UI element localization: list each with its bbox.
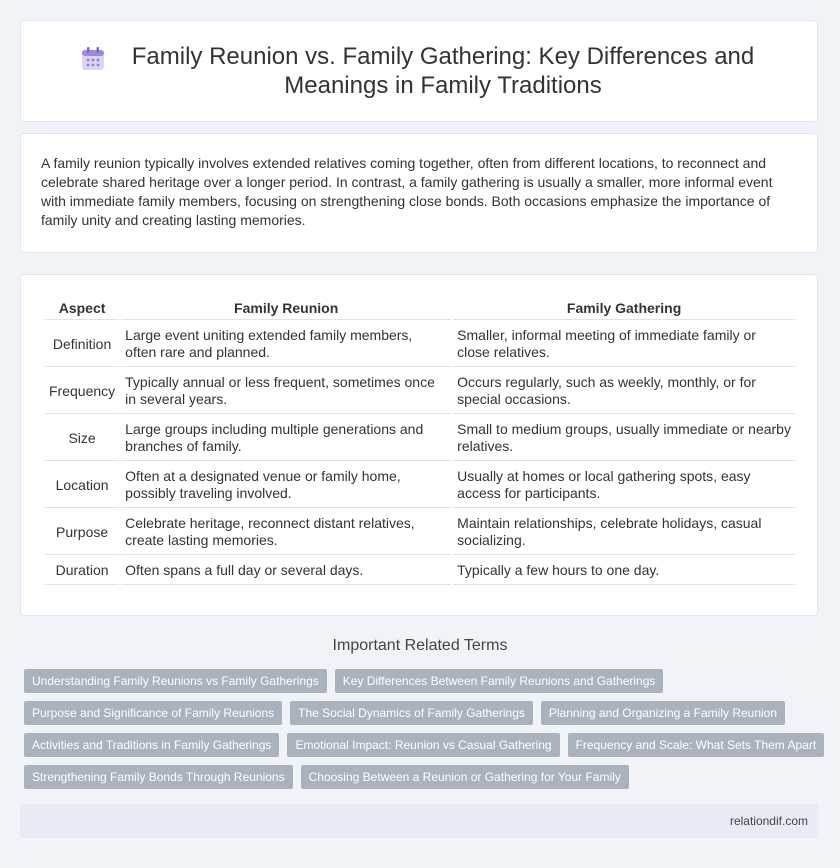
related-term-tag[interactable]: Planning and Organizing a Family Reunion: [541, 701, 785, 725]
calendar-icon: [80, 46, 106, 72]
related-term-tag[interactable]: Understanding Family Reunions vs Family Gatherings: [24, 669, 327, 693]
cell-aspect: Location: [45, 463, 119, 508]
related-term-tag[interactable]: Emotional Impact: Reunion vs Casual Gathering: [287, 733, 559, 757]
intro-paragraph: A family reunion typically involves extended relatives coming together, often from different locations, to reconnect and celebrate shared heritage over a longer period. In contrast, a family gathering is usually a smaller, more informal event with immediate family members, focusing on strengthening close bonds. Both occasions emphasize the importance of family unity and creating lasting memories.: [41, 155, 773, 228]
cell-reunion: Often spans a full day or several days.: [121, 557, 451, 585]
table-row: [45, 369, 795, 414]
table-row: [45, 557, 795, 585]
related-term-tag[interactable]: Strengthening Family Bonds Through Reunions: [24, 765, 293, 789]
cell-aspect: Frequency: [45, 369, 119, 414]
cell-reunion: Often at a designated venue or family home, possibly traveling involved.: [121, 463, 451, 508]
related-terms-list: [24, 669, 824, 797]
related-term-tag[interactable]: Activities and Traditions in Family Gatherings: [24, 733, 279, 757]
site-credit[interactable]: relationdif.com: [729, 814, 808, 828]
intro-card: [20, 133, 818, 253]
cell-aspect: Duration: [45, 557, 119, 585]
header-gathering: Family Gathering: [453, 297, 795, 320]
table-row: [45, 322, 795, 367]
table-row: [45, 510, 795, 555]
cell-aspect: Size: [45, 416, 119, 461]
cell-reunion: Large groups including multiple generations and branches of family.: [121, 416, 451, 461]
related-term-tag[interactable]: Key Differences Between Family Reunions and Gatherings: [335, 669, 664, 693]
related-term-tag[interactable]: The Social Dynamics of Family Gatherings: [290, 701, 533, 725]
cell-gathering: Typically a few hours to one day.: [453, 557, 795, 585]
cell-aspect: Definition: [45, 322, 119, 367]
comparison-card: [20, 274, 818, 616]
cell-reunion: Celebrate heritage, reconnect distant relatives, create lasting memories.: [121, 510, 451, 555]
cell-reunion: Large event uniting extended family members, often rare and planned.: [121, 322, 451, 367]
related-term-tag[interactable]: Frequency and Scale: What Sets Them Apart: [568, 733, 825, 757]
footer: [20, 804, 818, 838]
cell-gathering: Occurs regularly, such as weekly, monthly, or for special occasions.: [453, 369, 795, 414]
related-term-tag[interactable]: Purpose and Significance of Family Reunions: [24, 701, 282, 725]
cell-aspect: Purpose: [45, 510, 119, 555]
title-card: [20, 20, 818, 122]
table-row: [45, 463, 795, 508]
cell-gathering: Small to medium groups, usually immediate or nearby relatives.: [453, 416, 795, 461]
related-terms-heading: Important Related Terms: [332, 637, 508, 654]
cell-reunion: Typically annual or less frequent, sometimes once in several years.: [121, 369, 451, 414]
comparison-table: [43, 295, 797, 587]
related-term-tag[interactable]: Choosing Between a Reunion or Gathering for Your Family: [301, 765, 629, 789]
cell-gathering: Maintain relationships, celebrate holidays, casual socializing.: [453, 510, 795, 555]
cell-gathering: Usually at homes or local gathering spots, easy access for participants.: [453, 463, 795, 508]
cell-gathering: Smaller, informal meeting of immediate family or close relatives.: [453, 322, 795, 367]
table-row: [45, 416, 795, 461]
header-aspect: Aspect: [45, 297, 119, 320]
page-title: Family Reunion vs. Family Gathering: Key Differences and Meanings in Family Traditions: [131, 43, 755, 99]
header-reunion: Family Reunion: [121, 297, 451, 320]
